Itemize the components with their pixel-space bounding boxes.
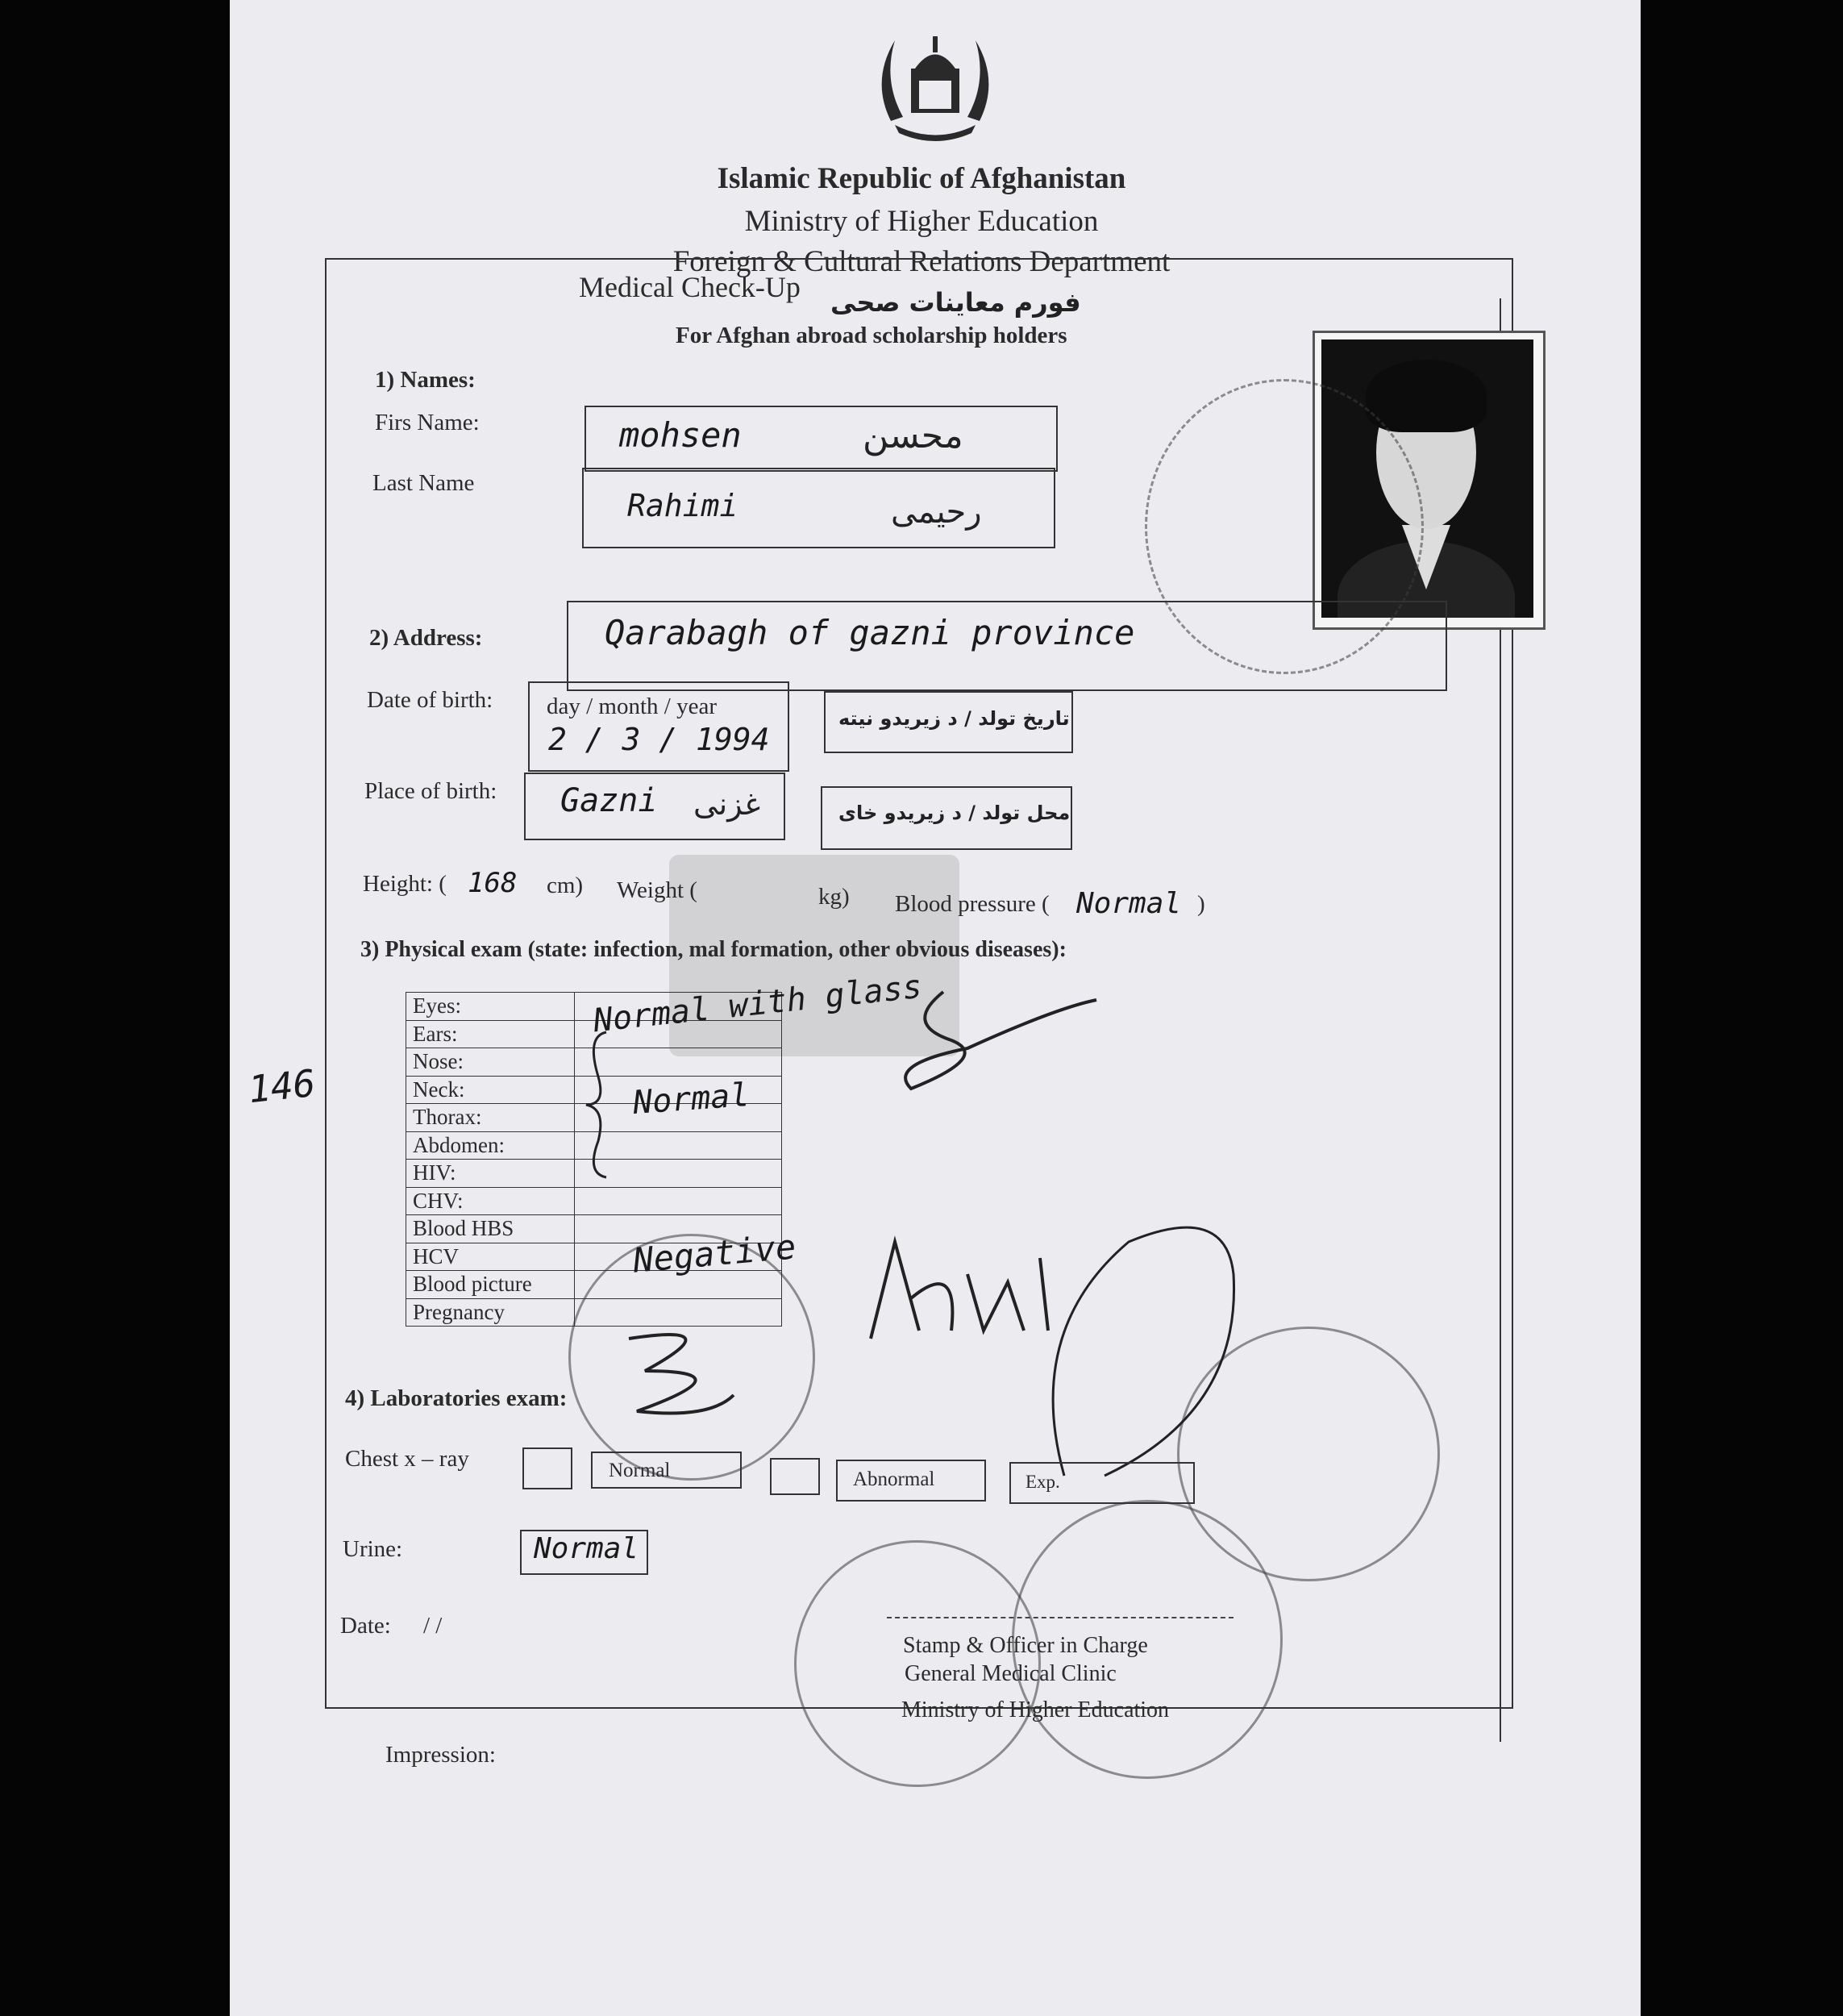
names-section: 1) Names: [375, 367, 476, 393]
signature-line [887, 1617, 1234, 1618]
date-value: / / [423, 1613, 443, 1639]
height-label: Height: ( [363, 871, 447, 897]
normal-note: Normal [631, 1077, 751, 1122]
chest-xray-normal: Normal [609, 1460, 671, 1481]
address-label: 2) Address: [369, 625, 483, 651]
place-of-birth-label-dari: محل تولد / د زيريدو خاى [838, 802, 1071, 824]
country-heading: Islamic Republic of Afghanistan [717, 162, 1126, 195]
place-of-birth-value: Gazni [560, 782, 658, 819]
first-name-label: Firs Name: [375, 410, 480, 435]
weight-unit: kg) [818, 884, 850, 910]
signature-line-1: Stamp & Officer in Charge [903, 1633, 1148, 1658]
exam-row-label: Neck: [406, 1076, 575, 1104]
chest-xray-checkbox[interactable] [522, 1447, 572, 1489]
exam-row-label: Abdomen: [406, 1131, 575, 1160]
signature-line-3: Ministry of Higher Education [901, 1697, 1170, 1722]
first-name-value: mohsen [619, 415, 742, 455]
eyes-note: Normal with glass [591, 968, 924, 1040]
table-row [406, 1271, 782, 1299]
form-subtitle: For Afghan abroad scholarship holders [676, 323, 1067, 348]
exam-row-label: CHV: [406, 1187, 575, 1215]
lab-signature [613, 1322, 758, 1427]
first-name-value-dari: محسن [863, 415, 963, 456]
exam-row-label: Thorax: [406, 1104, 575, 1132]
exam-row-label: Blood HBS [406, 1215, 575, 1243]
afghanistan-emblem-icon [867, 24, 1004, 145]
curly-brace-mark [582, 1028, 614, 1181]
blood-pressure-value: Normal [1076, 887, 1182, 920]
exam-row-label: HCV [406, 1243, 575, 1271]
ministry-heading: Ministry of Higher Education [744, 205, 1099, 238]
exam-row-label: Eyes: [406, 993, 575, 1021]
signature-line-2: General Medical Clinic [905, 1661, 1117, 1686]
date-of-birth-label-dari: تاريخ تولد / د زيريدو نيته [838, 707, 1070, 730]
date-format-label: day / month / year [547, 694, 718, 719]
exam-row-label: Pregnancy [406, 1298, 575, 1327]
form-title-dari: فورم معاينات صحى [830, 287, 1081, 318]
negative-note: Negative [631, 1227, 798, 1281]
blood-pressure-close: ) [1197, 891, 1205, 917]
date-of-birth-value: 2 / 3 / 1994 [548, 722, 770, 757]
chest-xray-label: Chest x – ray [345, 1446, 469, 1472]
exam-row-label: Ears: [406, 1020, 575, 1048]
photo-hair [1366, 360, 1487, 432]
weight-label: Weight ( [617, 877, 697, 903]
blood-pressure-label: Blood pressure ( [895, 891, 1050, 917]
urine-value: Normal [534, 1532, 639, 1565]
laboratories-section: 4) Laboratories exam: [345, 1385, 568, 1411]
date-of-birth-label: Date of birth: [367, 687, 493, 713]
exam-row-label: Blood picture [406, 1271, 575, 1299]
impression-label: Impression: [385, 1742, 496, 1768]
height-unit: cm) [547, 873, 584, 898]
chest-xray-exp: Exp. [1026, 1472, 1060, 1492]
height-value: 168 [468, 867, 518, 899]
place-of-birth-label: Place of birth: [364, 778, 497, 804]
table-row [406, 1187, 782, 1215]
chest-xray-abnormal: Abnormal [853, 1468, 935, 1490]
urine-label: Urine: [343, 1536, 403, 1562]
date-label: Date: [340, 1613, 391, 1639]
last-name-value-dari: رحيمى [891, 494, 982, 531]
form-title: Medical Check-Up [579, 271, 801, 303]
place-of-birth-value-dari: غزنى [693, 786, 761, 822]
last-name-value: Rahimi [627, 488, 738, 523]
margin-note: 146 [246, 1060, 318, 1112]
exam-row-value[interactable] [575, 1187, 782, 1215]
department-heading: Foreign & Cultural Relations Department [672, 245, 1171, 278]
exam-row-label: Nose: [406, 1048, 575, 1077]
eyes-signature [895, 976, 1105, 1097]
exam-row-label: HIV: [406, 1160, 575, 1188]
last-name-label: Last Name [372, 470, 475, 496]
chest-xray-abnormal-checkbox[interactable] [770, 1458, 820, 1495]
address-value: Qarabagh of gazni province [605, 613, 1135, 652]
physical-exam-section: 3) Physical exam (state: infection, mal formation, other obvious diseases): [360, 937, 1067, 962]
doctor-signature [863, 1210, 1282, 1500]
